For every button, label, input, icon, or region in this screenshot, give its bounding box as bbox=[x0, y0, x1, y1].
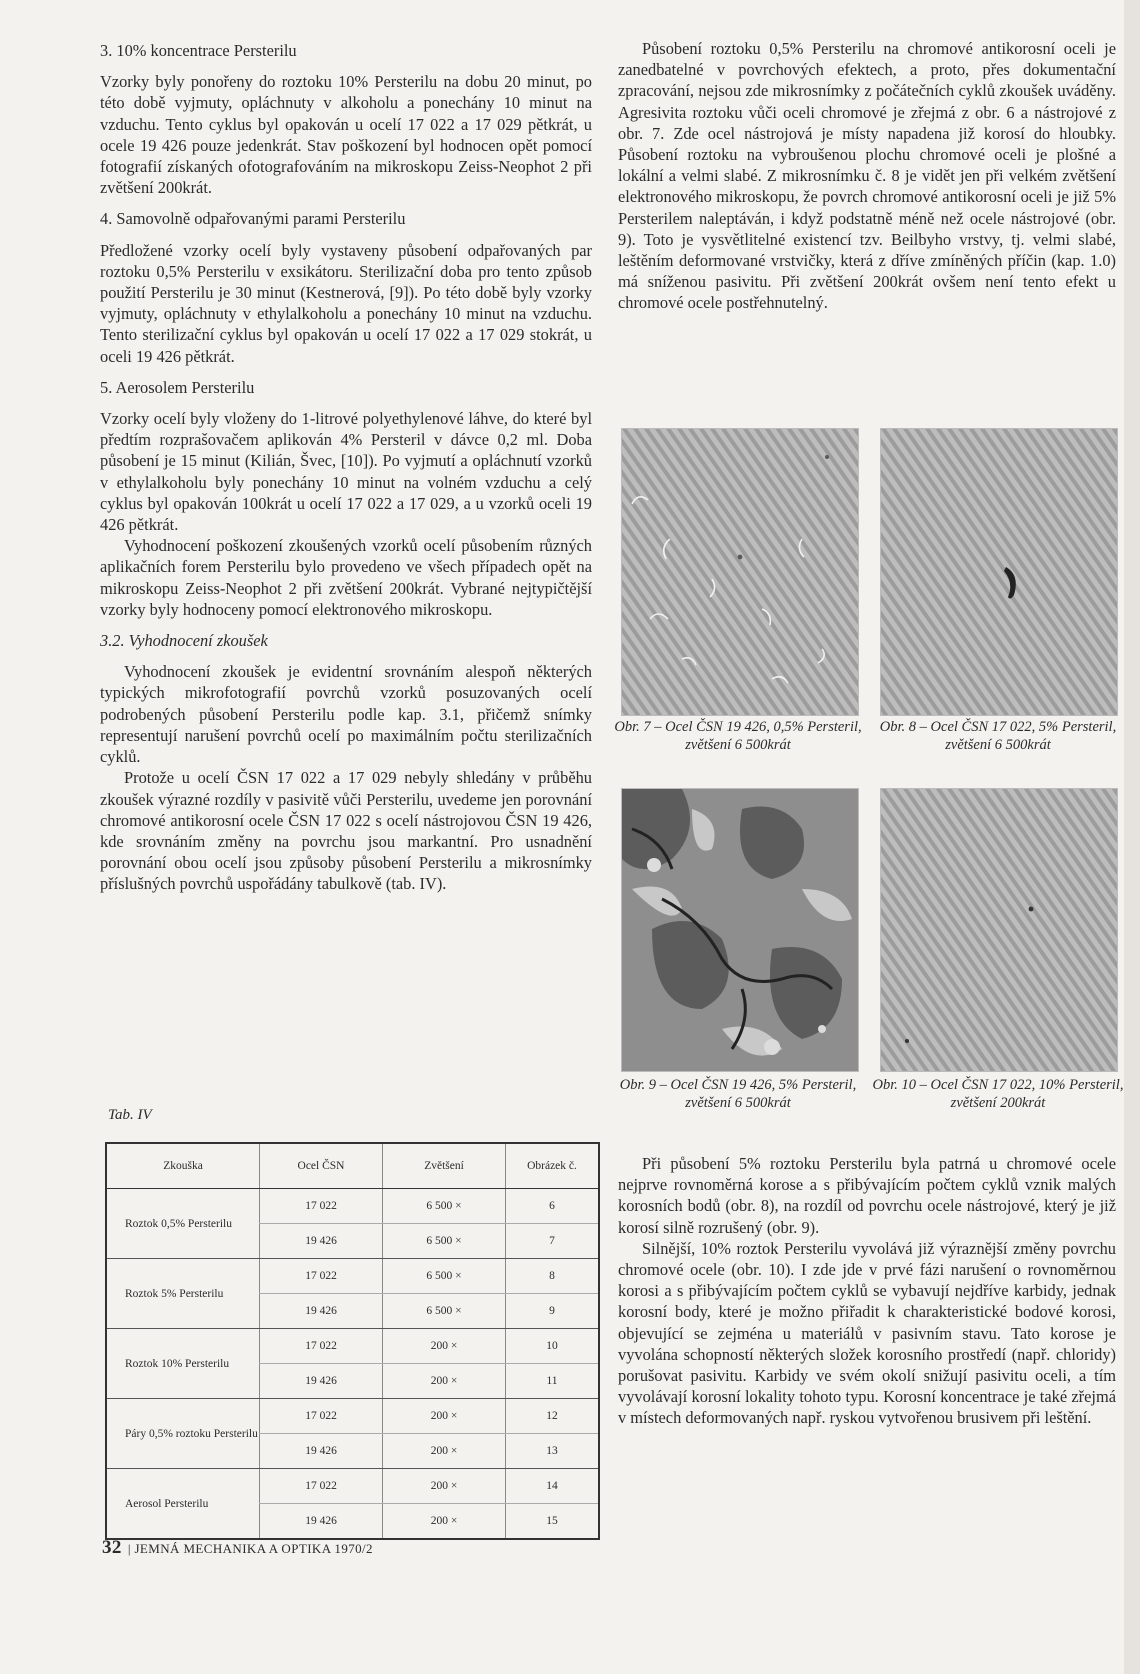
right-paragraph-1: Působení roztoku 0,5% Persterilu na chromové antikorosní oceli je zanedbatelné v povrchových efektech, a proto, přes dokumentační zpracování, nejsou zde mikrosnímky z počátečních cyklů zkoušek uváděny. Agresivita roztoku vůči oceli chromové je zřejmá z obr. 6 a nástrojové z obr. 7. Zde ocel nástrojová je místy napadena již korosí do hloubky. Působení roztoku na vybroušenou plochu chromové oceli je plošné a lokální a velmi slabé. Z mikrosnímku č. 8 je vidět jen při velkém zvětšení elektronového mikroskopu, že povrch chromové antikorosní oceli je již 5% Persterilem naleptáván, i když podstatně méně než ocele nástrojové (obr. 9). Toto je vysvětlitelné existencí tzv. Beilbyho vrstvy, tj. velmi slabé, leštěním deformované vrstvičky, která z dříve zmíněných příčin (kap. 1.0) má sníženou pasivitu. Při zvětšení 200krát ovšem není tento efekt u chromové ocele postřehnutelný. bbox=[618, 39, 1116, 313]
table-row bbox=[106, 1469, 599, 1504]
table-cell-steel: 17 022 bbox=[260, 1469, 383, 1504]
right-column bbox=[618, 38, 1116, 314]
table-row bbox=[106, 1189, 599, 1224]
table-cell-magnification: 200 × bbox=[383, 1469, 506, 1504]
figure-7-micrograph bbox=[621, 428, 859, 716]
table-cell-figure: 11 bbox=[506, 1364, 600, 1399]
table-cell-steel: 19 426 bbox=[260, 1504, 383, 1540]
figure-9-caption: Obr. 9 – Ocel ČSN 19 426, 5% Persteril, zvětšení 6 500krát bbox=[619, 1077, 857, 1111]
table-header: Zkouška bbox=[106, 1143, 260, 1189]
right-paragraph-3: Silnější, 10% roztok Persterilu vyvolává již výraznější změny povrchu chromové ocele (obr. 10). I zde jde v prvé fázi narušení o rovnoměrnou korosi a s přibývajícím počtem cyklů se vybavují nejdříve karbidy, jednak korosní body, které je možno přiřadit k charakteristické bodové korosi, objevující se zejména u materiálů v pasivním stavu. Tato korose je vyvolána schopností některých složek korosního prostředí (např. chloridy) porušovat pasivitu. Karbidy ve svém okolí snižují pasivitu oceli, a tím vyvolávají korosní lokality tohoto typu. Korosní koncentrace je také zřejmá v místech deformovaných např. ryskou vytvořenou brusivem při leštění. bbox=[618, 1238, 1116, 1428]
table-cell-figure: 7 bbox=[506, 1224, 600, 1259]
table-header: Zvětšení bbox=[383, 1143, 506, 1189]
table-cell-steel: 19 426 bbox=[260, 1364, 383, 1399]
table-cell-test: Roztok 0,5% Persterilu bbox=[106, 1189, 260, 1259]
page-number: 32 bbox=[102, 1537, 122, 1558]
table-cell-steel: 19 426 bbox=[260, 1434, 383, 1469]
figure-10-micrograph bbox=[880, 788, 1118, 1072]
figure-7-caption: Obr. 7 – Ocel ČSN 19 426, 0,5% Persteril, zvětšení 6 500krát bbox=[614, 719, 862, 753]
table-cell-magnification: 6 500 × bbox=[383, 1224, 506, 1259]
table-cell-figure: 12 bbox=[506, 1399, 600, 1434]
table-cell-magnification: 200 × bbox=[383, 1504, 506, 1540]
table-cell-figure: 6 bbox=[506, 1189, 600, 1224]
section-3-text: Vzorky byly ponořeny do roztoku 10% Persterilu na dobu 20 minut, po této době vyjmuty, opláchnuty v alkoholu a ponechány 10 minut na vzduchu. Tento cyklus byl opakován u ocelí 17 022 a 17 029 pětkrát, u ocele 19 426 pouze jedenkrát. Stav poškození byl hodnocen opět pomocí fotografií získaných ofotografováním na mikroskopu Zeiss-Neophot 2 při zvětšení 200krát. bbox=[100, 72, 592, 198]
section-4-text: Předložené vzorky ocelí byly vystaveny působení odpařovaných par roztoku 0,5% Persterilu v exsikátoru. Sterilizační doba pro tento způsob použití Persterilu je 30 minut (Kestnerová, [9]). Po této době byly vzorky vyjmuty, opláchnuty v ethylalkoholu a ponechány 10 minut na vzduchu. Tento sterilizační cyklus byl opakován u ocelí 17 022 a 17 029 stokrát, u oceli 19 426 pětkrát. bbox=[100, 240, 592, 366]
table-cell-steel: 17 022 bbox=[260, 1189, 383, 1224]
section-3-heading: 3. 10% koncentrace Persterilu bbox=[100, 41, 297, 60]
table-header: Ocel ČSN bbox=[260, 1143, 383, 1189]
table-cell-test: Aerosol Persterilu bbox=[106, 1469, 260, 1540]
table-cell-steel: 17 022 bbox=[260, 1399, 383, 1434]
table-cell-figure: 9 bbox=[506, 1294, 600, 1329]
figure-9-micrograph bbox=[621, 788, 859, 1072]
section-5-heading: 5. Aerosolem Persterilu bbox=[100, 377, 255, 397]
table-cell-steel: 17 022 bbox=[260, 1329, 383, 1364]
table-row bbox=[106, 1399, 599, 1434]
table-cell-magnification: 6 500 × bbox=[383, 1189, 506, 1224]
table-label: Tab. IV bbox=[108, 1107, 152, 1123]
table-cell-magnification: 200 × bbox=[383, 1399, 506, 1434]
journal-name: JEMNÁ MECHANIKA A OPTIKA 1970/2 bbox=[134, 1541, 373, 1556]
table-cell-steel: 19 426 bbox=[260, 1294, 383, 1329]
table-cell-magnification: 200 × bbox=[383, 1329, 506, 1364]
page-edge bbox=[1124, 0, 1140, 1674]
section-5-text: Vzorky ocelí byly vloženy do 1-litrové polyethylenové láhve, do které byl předtím rozprašovačem aplikován 4% Persteril v dávce 0,2 ml. Doba působení je 15 minut (Kilián, Švec, [10]). Po vyjmutí a opláchnutí vzorků v ethylalkoholu byly ponechány 10 minut na volném vzduchu a celý cyklus byl opakován 100krát u ocelí 17 022 a 17 029, a u vzorků oceli 19 426 pětkrát. bbox=[100, 409, 592, 535]
table-cell-figure: 8 bbox=[506, 1259, 600, 1294]
table-cell-magnification: 6 500 × bbox=[383, 1294, 506, 1329]
table-cell-figure: 10 bbox=[506, 1329, 600, 1364]
figure-10-caption: Obr. 10 – Ocel ČSN 17 022, 10% Persteril, zvětšení 200krát bbox=[872, 1077, 1124, 1111]
section-3-2-paragraph-1: Vyhodnocení zkoušek je evidentní srovnáním alespoň některých typických mikrofotografií povrchů vzorků posuzovaných ocelí podrobených působení Persterilu podle kap. 3.1, přičemž snímky representují narušení povrchů ocelí po maximálním počtu sterilizačních cyklů. bbox=[100, 662, 592, 767]
table-row bbox=[106, 1259, 599, 1294]
table-cell-magnification: 200 × bbox=[383, 1434, 506, 1469]
table-cell-steel: 19 426 bbox=[260, 1224, 383, 1259]
table-cell-test: Roztok 5% Persterilu bbox=[106, 1259, 260, 1329]
figure-8-micrograph bbox=[880, 428, 1118, 716]
page-footer: 32 | JEMNÁ MECHANIKA A OPTIKA 1970/2 bbox=[102, 1537, 373, 1558]
table-cell-steel: 17 022 bbox=[260, 1259, 383, 1294]
right-paragraph-2: Při působení 5% roztoku Persterilu byla patrná u chromové ocele nejprve rovnoměrná korose a s přibývajícím počtem cyklů vznik malých korosních bodů (obr. 8), na rozdíl od povrchu ocele nástrojové, který je již korosí silně rozrušený (obr. 9). bbox=[618, 1154, 1116, 1237]
section-3-2-heading: 3.2. Vyhodnocení zkoušek bbox=[100, 631, 268, 651]
right-column-lower bbox=[618, 1153, 1116, 1429]
table-iv bbox=[105, 1142, 600, 1540]
table-cell-figure: 13 bbox=[506, 1434, 600, 1469]
table-cell-test: Páry 0,5% roztoku Persterilu bbox=[106, 1399, 260, 1469]
section-4-heading: 4. Samovolně odpařovanými parami Persterilu bbox=[100, 209, 406, 229]
table-row bbox=[106, 1329, 599, 1364]
table-cell-magnification: 200 × bbox=[383, 1364, 506, 1399]
table-header: Obrázek č. bbox=[506, 1143, 600, 1189]
table-cell-magnification: 6 500 × bbox=[383, 1259, 506, 1294]
table-cell-figure: 15 bbox=[506, 1504, 600, 1540]
section-5-text-2: Vyhodnocení poškození zkoušených vzorků ocelí působením různých aplikačních forem Persterilu bylo provedeno ve všech případech opět na mikroskopu Zeiss-Neophot 2 při zvětšení 200krát. Vybrané nejtypičtější vzorky byly hodnoceny pomocí elektronového mikroskopu. bbox=[100, 536, 592, 619]
table-cell-test: Roztok 10% Persterilu bbox=[106, 1329, 260, 1399]
figure-8-caption: Obr. 8 – Ocel ČSN 17 022, 5% Persteril, zvětšení 6 500krát bbox=[879, 719, 1117, 753]
section-3-2-paragraph-2: Protože u ocelí ČSN 17 022 a 17 029 nebyly shledány v průběhu zkoušek výrazné rozdíly v pasivitě vůči Persterilu, uvedeme jen porovnání chromové antikorosní ocele ČSN 17 022 s ocelí nástrojovou ČSN 19 426, kde srovnáním změny na povrchu jsou markantní. Pro usnadnění porovnání obou ocelí jsou způsoby působení Persterilu a mikrosnímky příslušných povrchů uspořádány tabulkově (tab. IV). bbox=[100, 768, 592, 894]
left-column bbox=[100, 40, 592, 895]
table-cell-figure: 14 bbox=[506, 1469, 600, 1504]
